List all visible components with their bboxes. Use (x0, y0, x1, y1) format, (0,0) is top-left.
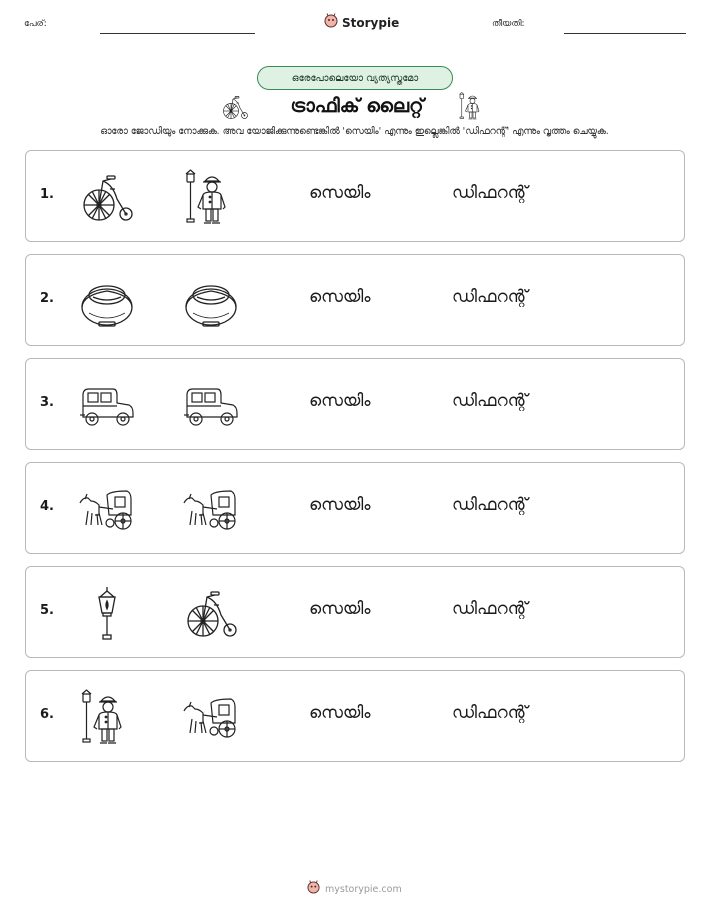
question-row (25, 566, 685, 658)
same-option[interactable]: സെയിം (309, 703, 371, 723)
category-tag: ഒരേപോലെയോ വ്യത്യസ്തമോ (257, 66, 453, 90)
bicycle-icon (181, 583, 241, 643)
brand-name: Storypie (342, 16, 400, 30)
instructions: ഓരോ ജോഡിയും നോക്കുക. അവ യോജിക്കുന്നുണ്ടെങ്കിൽ 'സെയിം' എന്നും ഇല്ലെങ്കിൽ 'ഡിഫറന്റ്' എന്നും വൃത്തം ചെയ്യുക. (100, 126, 609, 137)
button-icon (77, 271, 137, 331)
footer (307, 880, 402, 899)
different-option[interactable]: ഡിഫറന്റ് (452, 599, 528, 619)
different-option[interactable]: ഡിഫറന്റ് (452, 287, 528, 307)
same-option[interactable]: സെയിം (309, 495, 371, 515)
row-number: 5. (40, 603, 54, 618)
page-title: ട്രാഫിക് ലൈറ്റ് (290, 95, 424, 117)
different-option[interactable]: ഡിഫറന്റ് (452, 495, 528, 515)
different-option[interactable]: ഡിഫറന്റ് (452, 391, 528, 411)
same-option[interactable]: സെയിം (309, 287, 371, 307)
row-number: 3. (40, 395, 54, 410)
row-number: 2. (40, 291, 54, 306)
row-number: 6. (40, 707, 54, 722)
bicycle-icon (77, 167, 137, 227)
same-option[interactable]: സെയിം (309, 183, 371, 203)
horse-carriage-icon (77, 479, 137, 539)
horse-carriage-icon (181, 479, 241, 539)
vintage-car-icon (77, 375, 137, 435)
horse-carriage-icon (181, 687, 241, 747)
policeman-lamp-icon (77, 687, 137, 747)
question-row (25, 254, 685, 346)
date-label: തീയതി: (492, 19, 525, 29)
button-icon (181, 271, 241, 331)
same-option[interactable]: സെയിം (309, 391, 371, 411)
policeman-icon (457, 91, 487, 125)
question-row (25, 358, 685, 450)
bicycle-icon (220, 92, 250, 126)
storypie-logo-icon (307, 880, 320, 899)
footer-url[interactable]: mystorypie.com (325, 884, 402, 895)
question-row (25, 462, 685, 554)
question-row (25, 150, 685, 242)
different-option[interactable]: ഡിഫറന്റ് (452, 183, 528, 203)
date-line[interactable] (564, 33, 686, 34)
same-option[interactable]: സെയിം (309, 599, 371, 619)
different-option[interactable]: ഡിഫറന്റ് (452, 703, 528, 723)
street-lamp-icon (77, 583, 137, 643)
policeman-lamp-icon (181, 167, 241, 227)
name-label: പേര്: (24, 19, 47, 29)
row-number: 4. (40, 499, 54, 514)
name-line[interactable] (100, 33, 255, 34)
row-number: 1. (40, 187, 54, 202)
question-row (25, 670, 685, 762)
brand (324, 13, 399, 33)
vintage-car-icon (181, 375, 241, 435)
storypie-logo-icon (324, 13, 338, 33)
